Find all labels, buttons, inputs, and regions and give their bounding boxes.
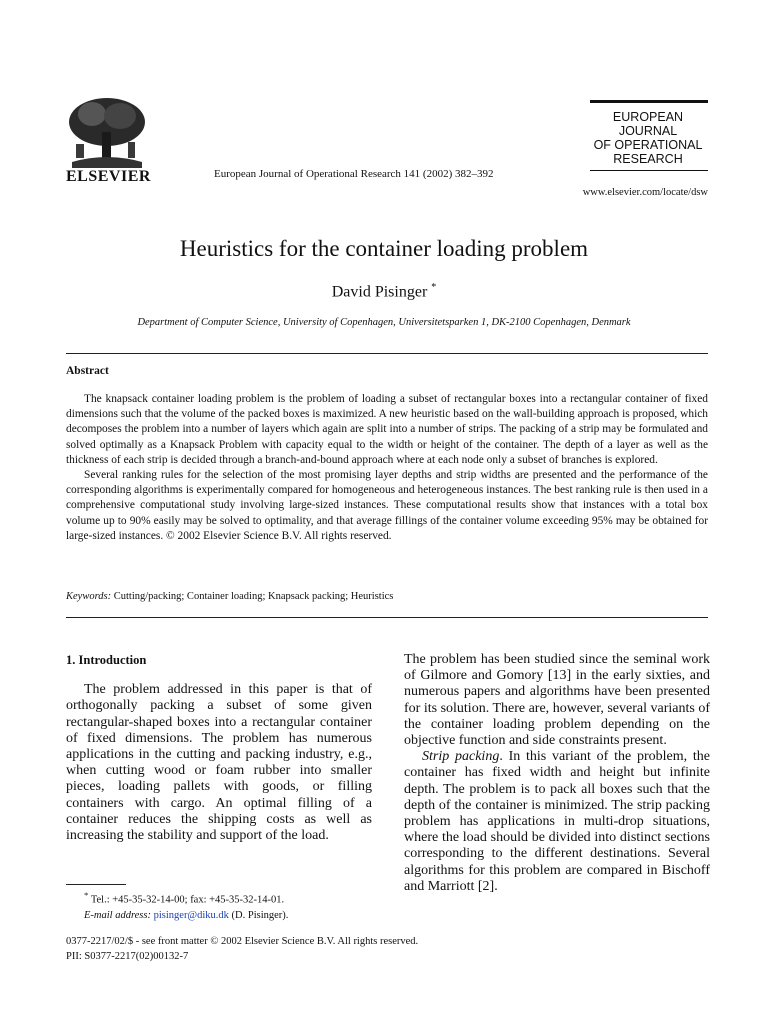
footnote-mark: * xyxy=(84,890,89,900)
footnote-divider xyxy=(66,884,126,885)
author-line xyxy=(0,282,768,301)
strip-packing-term: Strip packing xyxy=(422,749,500,765)
abstract-paragraph: Several ranking rules for the selection of the most promising layer depths and strip widths are presented and the performance of the corresponding algorithms is experimentally compared for homogeneous and heterogeneous instances. The best ranking rule is then used in a comprehensive computational study involving large-sized instances. These computational results show that instances with a total box volume up to 90% easily may be solved to optimality, and that average fillings of the container volume exceeding 95% may be obtained for large-sized instances. © 2002 Elsevier Science B.V. All rights reserved. xyxy=(66,469,708,542)
journal-logo-line: JOURNAL xyxy=(618,124,678,138)
author-name: David Pisinger xyxy=(331,283,428,301)
journal-logo-line: RESEARCH xyxy=(613,152,683,166)
body-paragraph xyxy=(404,749,710,895)
journal-url-link[interactable]: www.elsevier.com/locate/dsw xyxy=(582,187,708,198)
elsevier-tree-logo xyxy=(62,96,152,170)
journal-logo-rule-bottom xyxy=(590,170,708,171)
abstract-body xyxy=(66,392,708,544)
body-paragraph-text: . In this variant of the problem, the container has fixed width and height but infinite depth. The problem is to pack all boxes such that the depth of the container is minimized. The strip packing problem has applications in multi-drop situations, where the load should be divided into distinct sections corresponding to the different destinations. Several algorithms for this problem are compared in Bischoff and Marriott [2]. xyxy=(404,749,710,894)
abstract-paragraph: The knapsack container loading problem is the problem of loading a subset of rectangular boxes into a rectangular container of fixed dimensions such that the volume of the packed boxes is maximized. A new heuristic based on the wall-building approach is proposed, which decomposes the problem into a number of layers which again are split into a number of strips. The packing of a strip may be formulated and solved optimally as a Knapsack Problem with capacity equal to the width or height of the container. The depth of a layer as well as the thickness of each strip is decided through a branch-and-bound approach where at each node only a subset of branches is explored. xyxy=(66,393,708,466)
keywords-text: Cutting/packing; Container loading; Knapsack packing; Heuristics xyxy=(113,591,394,602)
body-column-left xyxy=(66,652,372,844)
divider-top xyxy=(66,353,708,354)
footnote-email-line xyxy=(84,908,288,923)
email-owner: (D. Pisinger). xyxy=(231,909,289,921)
body-paragraph: The problem has been studied since the seminal work of Gilmore and Gomory [13] in the early sixties, and numerous papers and algorithms have been presented for its solution. There are, however, several variants of the container loading problem depending on the objective function and side constraints present. xyxy=(404,652,710,749)
journal-citation: European Journal of Operational Research 141 (2002) 382–392 xyxy=(214,168,494,180)
journal-logo xyxy=(588,110,708,166)
footer-copyright: 0377-2217/02/$ - see front matter © 2002 Elsevier Science B.V. All rights reserved. xyxy=(66,936,419,947)
article-title: Heuristics for the container loading problem xyxy=(179,236,589,261)
keywords-label: Keywords: xyxy=(66,591,112,602)
author-footnote xyxy=(84,888,288,923)
keywords xyxy=(66,591,393,602)
journal-logo-rule-top xyxy=(590,100,708,103)
journal-logo-line: OF OPERATIONAL xyxy=(593,138,703,152)
section-heading: 1. Introduction xyxy=(66,653,147,667)
body-paragraph: The problem addressed in this paper is that of orthogonally packing a subset of some given rectangular-shaped boxes into a rectangular container of fixed dimensions. The problem has numerous applications in the cutting and packing industry, e.g., when cutting wood or foam rubber into smaller pieces, loading pallets with goods, or filling containers with cargo. An optimal filling of a container reduces the shipping costs as well as increasing the stability and support of the load. xyxy=(66,682,372,844)
footnote-tel: Tel.: +45-35-32-14-00; fax: +45-35-32-14-01. xyxy=(90,894,285,906)
publisher-name: ELSEVIER xyxy=(66,168,151,185)
email-label: E-mail address: xyxy=(84,909,151,921)
journal-logo-line: EUROPEAN xyxy=(612,110,684,124)
author-affiliation: Department of Computer Science, University of Copenhagen, Universitetsparken 1, DK-2100 Copenhagen, Denmark xyxy=(137,317,631,328)
footnote-contact xyxy=(84,888,288,908)
author-footnote-mark[interactable]: * xyxy=(431,282,437,293)
footer-pii: PII: S0377-2217(02)00132-7 xyxy=(66,951,189,962)
abstract-heading: Abstract xyxy=(66,365,109,377)
email-link[interactable]: pisinger@diku.dk xyxy=(153,909,229,921)
divider-bottom xyxy=(66,617,708,618)
copyright-footer xyxy=(66,934,418,964)
body-column-right xyxy=(404,652,710,895)
